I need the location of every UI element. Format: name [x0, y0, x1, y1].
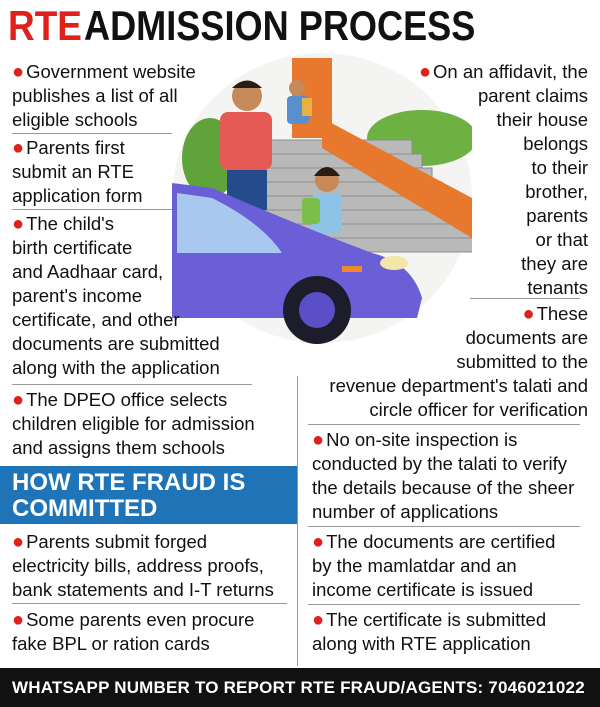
- fraud-item-2: [12, 608, 297, 656]
- text-line: by the mamlatdar and an: [312, 555, 517, 576]
- text-line: they are: [521, 253, 588, 274]
- bullet-dot-icon: ●: [418, 61, 432, 83]
- divider: [308, 526, 580, 527]
- text-line: These: [536, 303, 588, 324]
- page-title: [8, 2, 539, 50]
- process-item-2: [12, 136, 182, 208]
- text-line: income certificate is issued: [312, 579, 534, 600]
- text-line: Some parents even procure: [26, 609, 255, 630]
- footer-banner: [0, 668, 600, 707]
- bullet-dot-icon: ●: [12, 61, 25, 83]
- text-line: application form: [12, 185, 143, 206]
- text-line: or that: [535, 229, 588, 250]
- fraud-right-item-3: [312, 530, 600, 602]
- text-line: along with RTE application: [312, 633, 531, 654]
- fraud-section-heading: [0, 466, 297, 524]
- footer-text: WHATSAPP NUMBER TO REPORT RTE FRAUD/AGENTS: 7046021022: [12, 678, 585, 697]
- text-line: revenue department's talati and: [329, 375, 588, 396]
- text-line: submit an RTE: [12, 161, 135, 182]
- text-line: children eligible for admission: [12, 413, 255, 434]
- process-item-3: [12, 212, 252, 380]
- text-line: tenants: [527, 277, 588, 298]
- bullet-dot-icon: ●: [312, 609, 325, 631]
- bullet-dot-icon: ●: [12, 213, 25, 235]
- text-line: The documents are certified: [326, 531, 556, 552]
- bullet-dot-icon: ●: [522, 303, 535, 325]
- fraud-item-1: [12, 530, 297, 602]
- text-line: along with the application: [12, 357, 220, 378]
- text-line: documents are: [465, 327, 588, 348]
- text-line: publishes a list of all: [12, 85, 178, 106]
- process-item-4: [12, 388, 297, 460]
- title-prefix: RTE: [8, 2, 82, 49]
- process-right-item-1: [360, 60, 588, 300]
- text-line: the details because of the sheer: [312, 477, 575, 498]
- fraud-right-item-1: [300, 302, 588, 422]
- text-line: and assigns them schools: [12, 437, 225, 458]
- text-line: Government website: [26, 61, 196, 82]
- divider: [308, 424, 580, 425]
- text-line: birth certificate: [12, 237, 133, 258]
- text-line: and Aadhaar card,: [12, 261, 164, 282]
- heading-line: COMMITTED: [12, 495, 158, 522]
- divider: [12, 603, 287, 604]
- bullet-dot-icon: ●: [12, 531, 25, 553]
- process-item-1: [12, 60, 202, 132]
- text-line: eligible schools: [12, 109, 138, 130]
- title-rest: ADMISSION PROCESS: [84, 2, 476, 49]
- text-line: their house: [496, 109, 588, 130]
- fraud-right-item-2: [312, 428, 600, 524]
- divider: [12, 209, 172, 210]
- text-line: The certificate is submitted: [326, 609, 547, 630]
- text-line: No on-site inspection is: [326, 429, 518, 450]
- column-divider: [297, 376, 298, 666]
- heading-line: HOW RTE FRAUD IS: [12, 469, 246, 496]
- bullet-dot-icon: ●: [12, 389, 25, 411]
- bullet-dot-icon: ●: [12, 609, 25, 631]
- bullet-dot-icon: ●: [312, 429, 325, 451]
- text-line: On an affidavit, the: [433, 61, 588, 82]
- text-line: parent claims: [477, 85, 588, 106]
- text-line: The child's: [26, 213, 114, 234]
- text-line: Parents first: [26, 137, 125, 158]
- text-line: parents: [526, 205, 588, 226]
- bullet-dot-icon: ●: [12, 137, 25, 159]
- text-line: documents are submitted: [12, 333, 220, 354]
- bullet-dot-icon: ●: [312, 531, 325, 553]
- text-line: The DPEO office selects: [26, 389, 228, 410]
- text-line: to their: [531, 157, 588, 178]
- text-line: submitted to the: [456, 351, 588, 372]
- text-line: bank statements and I-T returns: [12, 579, 274, 600]
- fraud-right-item-4: [312, 608, 600, 656]
- text-line: fake BPL or ration cards: [12, 633, 210, 654]
- text-line: circle officer for verification: [369, 399, 588, 420]
- text-line: parent's income: [12, 285, 143, 306]
- text-line: brother,: [525, 181, 588, 202]
- text-line: electricity bills, address proofs,: [12, 555, 264, 576]
- text-line: belongs: [523, 133, 588, 154]
- divider: [12, 133, 172, 134]
- text-line: Parents submit forged: [26, 531, 208, 552]
- text-line: number of applications: [312, 501, 499, 522]
- divider: [12, 384, 252, 385]
- divider: [470, 298, 580, 299]
- text-line: certificate, and other: [12, 309, 180, 330]
- divider: [308, 604, 580, 605]
- text-line: conducted by the talati to verify: [312, 453, 568, 474]
